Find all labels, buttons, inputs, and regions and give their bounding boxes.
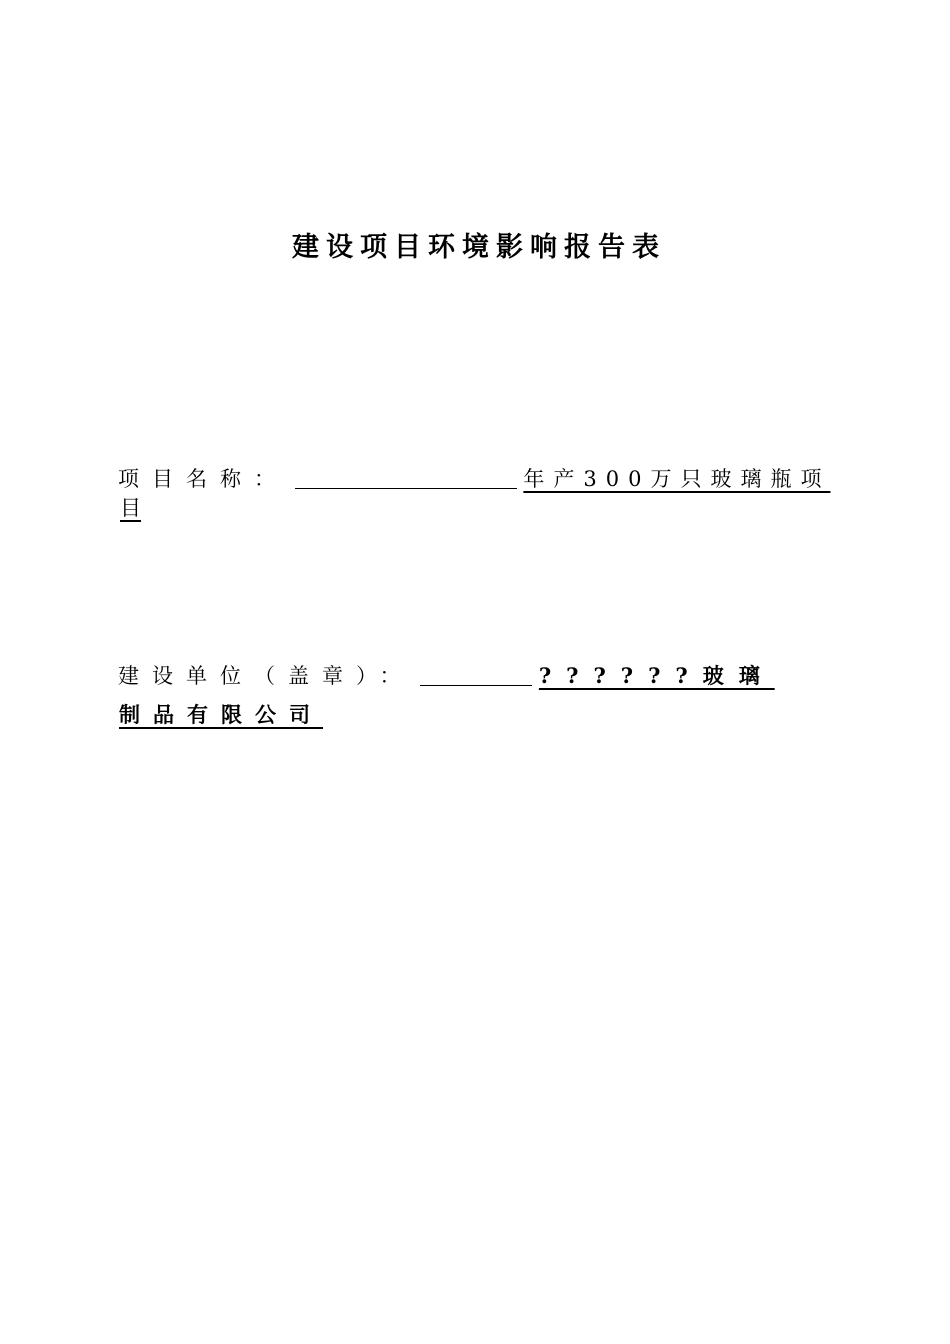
- construction-unit-label: 建设单位（盖章）：: [118, 664, 414, 688]
- project-name-value-continued: 目: [120, 496, 141, 520]
- project-name-value: 年产300万只玻璃瓶项: [523, 467, 831, 491]
- page-title: 建设项目环境影响报告表: [292, 232, 666, 263]
- construction-unit-value-continued: 制品有限公司: [119, 702, 323, 727]
- construction-unit-blank-line: [420, 661, 532, 686]
- project-name-row: [118, 464, 830, 494]
- construction-unit-row: [118, 661, 775, 691]
- project-name-label: 项目名称：: [118, 467, 288, 491]
- project-name-blank-line: [295, 464, 517, 489]
- construction-unit-value: ??????玻璃: [538, 663, 775, 688]
